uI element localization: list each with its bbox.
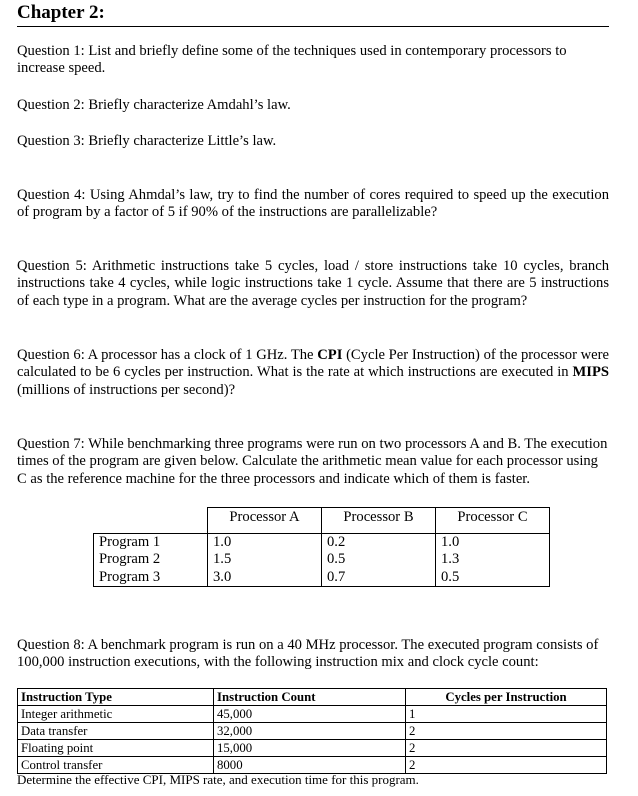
program-3-label: Program 3 <box>99 568 161 585</box>
instruction-mix-table <box>17 688 607 774</box>
q6-text-3: (millions of instructions per second)? <box>17 381 236 398</box>
page-title: Chapter 2: <box>17 2 105 23</box>
header-cycles-per-instruction: Cycles per Instruction <box>406 689 607 706</box>
question-2: Question 2: Briefly characterize Amdahl’s law. <box>17 97 291 113</box>
processor-table <box>93 507 550 587</box>
processor-table-header-row <box>94 508 550 534</box>
question-5: Question 5: Arithmetic instructions take 5 cycles, load / store instructions take 10 cycles, branch instructions take 4 cycles, while logic instructions take 1 cycle. Assume that there are 5 instructions of each type in a program. What are the average cycles per instruction for the program? <box>17 258 609 309</box>
cell-b-3: 0.7 <box>327 568 346 585</box>
q6-bold-cpi: CPI <box>317 347 343 363</box>
cpi-cell: 2 <box>406 757 607 774</box>
q6-bold-mips: MIPS <box>572 364 609 381</box>
question-4: Question 4: Using Ahmdal’s law, try to find the number of cores required to speed up the execution of program by a factor of 5 if 90% of the instructions are parallelizable? <box>17 187 609 221</box>
count-cell: 8000 <box>214 757 406 774</box>
table-row <box>18 706 607 723</box>
program-2-label: Program 2 <box>99 551 161 567</box>
header-processor-c: Processor C <box>436 508 550 534</box>
table-row <box>18 740 607 757</box>
processor-b-values <box>322 533 436 587</box>
question-3: Question 3: Briefly characterize Little’s law. <box>17 133 277 149</box>
cell-a-1: 1.0 <box>213 533 232 550</box>
q6-text-1: Question 6: A processor has a clock of 1 GHz. The <box>17 347 318 363</box>
table-row <box>18 757 607 774</box>
type-cell: Control transfer <box>18 757 214 774</box>
processor-c-values <box>436 533 550 587</box>
program-label <box>94 533 208 587</box>
cell-c-1: 1.0 <box>441 533 460 550</box>
question-8: Question 8: A benchmark program is run on a 40 MHz processor. The executed program consists of 100,000 instruction executions, with the following instruction mix and clock cycle count: <box>17 637 599 671</box>
question-7: Question 7: While benchmarking three programs were run on two processors A and B. The execution times of the program are given below. Calculate the arithmetic mean value for each processor using C as the reference machine for the three processors and indicate which of them is faster. <box>17 436 608 487</box>
count-cell: 45,000 <box>214 706 406 723</box>
question-6 <box>17 347 609 399</box>
cell-a-2: 1.5 <box>213 551 232 567</box>
cell-a-3: 3.0 <box>213 568 232 585</box>
type-cell: Integer arithmetic <box>18 706 214 723</box>
title-rule <box>17 26 609 27</box>
cell-b-2: 0.5 <box>327 551 346 567</box>
program-1-label: Program 1 <box>99 533 161 550</box>
header-instruction-count: Instruction Count <box>214 689 406 706</box>
count-cell: 15,000 <box>214 740 406 757</box>
question-1: Question 1: List and briefly define some of the techniques used in contemporary processors to increase speed. <box>17 43 567 77</box>
q6-text-2: (Cycle Per Instruction) of the processor were calculated to be 6 cycles per instruction. What is the rate at which instructions are executed in <box>17 347 609 381</box>
count-cell: 32,000 <box>214 723 406 740</box>
cell-b-1: 0.2 <box>327 533 346 550</box>
instruction-table-header-row <box>18 689 607 706</box>
type-cell: Data transfer <box>18 723 214 740</box>
cpi-cell: 2 <box>406 740 607 757</box>
processor-a-values <box>208 533 322 587</box>
question-8-instructions: Determine the effective CPI, MIPS rate, and execution time for this program. <box>17 772 419 787</box>
type-cell: Floating point <box>18 740 214 757</box>
table-row <box>94 533 550 587</box>
cell-c-3: 0.5 <box>441 568 460 585</box>
cpi-cell: 1 <box>406 706 607 723</box>
cell-c-2: 1.3 <box>441 551 460 567</box>
cpi-cell: 2 <box>406 723 607 740</box>
header-processor-b: Processor B <box>322 508 436 534</box>
header-instruction-type: Instruction Type <box>18 689 214 706</box>
header-processor-a: Processor A <box>208 508 322 534</box>
table-row <box>18 723 607 740</box>
